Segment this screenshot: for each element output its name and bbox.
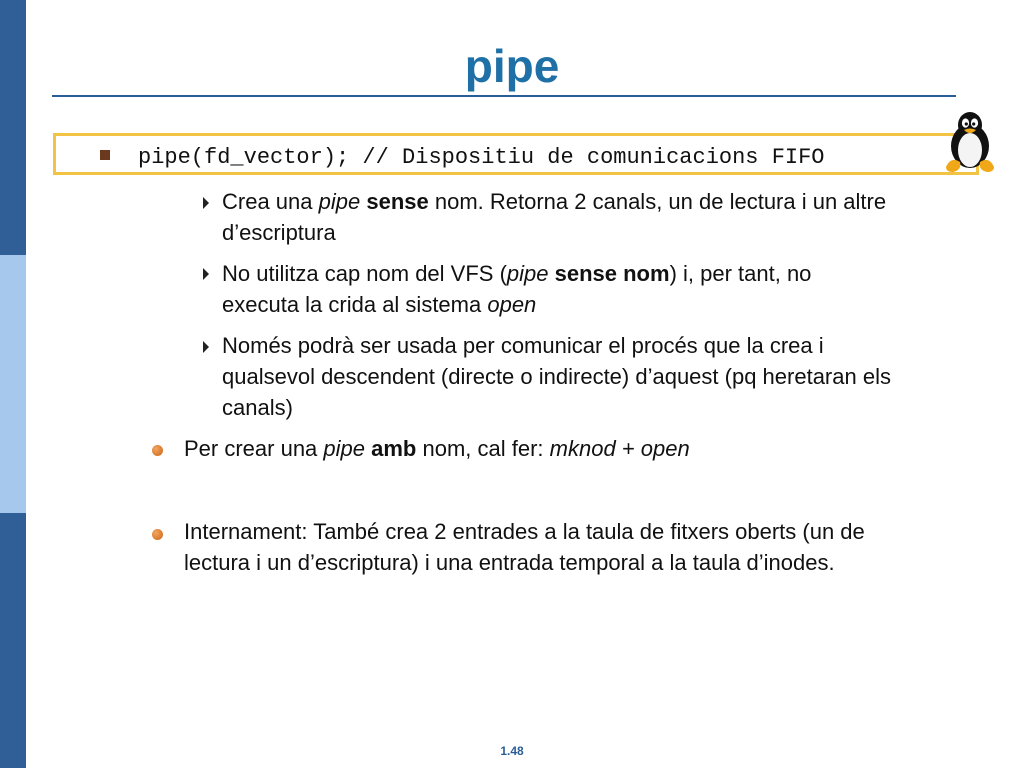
sub-bullet-line: [222, 330, 1014, 361]
sub-bullet-line: [222, 258, 1014, 289]
tux-penguin-icon: [940, 107, 1000, 173]
text-run: Crea una: [222, 189, 319, 214]
text-run: Per crear una: [184, 436, 324, 461]
italic-text: pipe: [506, 261, 549, 286]
sub-bullet-line: [222, 289, 1014, 320]
bullet-line: [184, 516, 1004, 547]
arrow-bullet-icon: [203, 268, 209, 280]
italic-text: mknod + open: [549, 436, 690, 461]
title-divider: [52, 95, 956, 97]
sidebar-segment-middle: [0, 255, 26, 513]
orange-dot-bullet-icon: [152, 445, 163, 456]
text-run: No utilitza cap nom del VFS (: [222, 261, 507, 286]
text-run: lectura i un d’escriptura) i una entrada temporal a la taula d’inodes.: [184, 550, 835, 575]
sub-bullet-line: [222, 361, 1014, 392]
orange-dot-bullet-icon: [152, 529, 163, 540]
bullet-line: [184, 433, 1004, 464]
sub-bullet-line: [222, 186, 1014, 217]
square-bullet-icon: [100, 150, 110, 160]
slide-title: pipe: [464, 40, 560, 92]
sidebar-segment-bottom: [0, 513, 26, 768]
text-run: canals): [222, 395, 293, 420]
text-run: d’escriptura: [222, 220, 336, 245]
code-line: pipe(fd_vector); // Dispositiu de comunicacions FIFO: [138, 145, 825, 170]
sub-bullet-line: [222, 217, 1014, 248]
text-run: qualsevol descendent (directe o indirecte) d’aquest (pq heretaran els: [222, 364, 891, 389]
text-run: ) i, per tant, no: [669, 261, 812, 286]
italic-text: open: [487, 292, 537, 317]
bold-text: sense: [366, 189, 429, 214]
bold-text: sense nom: [554, 261, 670, 286]
arrow-bullet-icon: [203, 197, 209, 209]
sub-bullet-line: [222, 392, 1014, 423]
page-number: 1.48: [500, 744, 524, 758]
bold-text: amb: [371, 436, 417, 461]
italic-text: pipe: [323, 436, 365, 461]
text-run: nom. Retorna 2 canals, un de lectura i un altre: [428, 189, 887, 214]
slide-sidebar: [0, 0, 26, 768]
text-run: Internament: També crea 2 entrades a la taula de fitxers oberts (un de: [184, 519, 865, 544]
bullet-line: [184, 547, 1004, 578]
text-run: executa la crida al sistema: [222, 292, 488, 317]
italic-text: pipe: [318, 189, 361, 214]
arrow-bullet-icon: [203, 341, 209, 353]
text-run: Només podrà ser usada per comunicar el procés que la crea i: [222, 333, 824, 358]
text-run: nom, cal fer:: [416, 436, 550, 461]
